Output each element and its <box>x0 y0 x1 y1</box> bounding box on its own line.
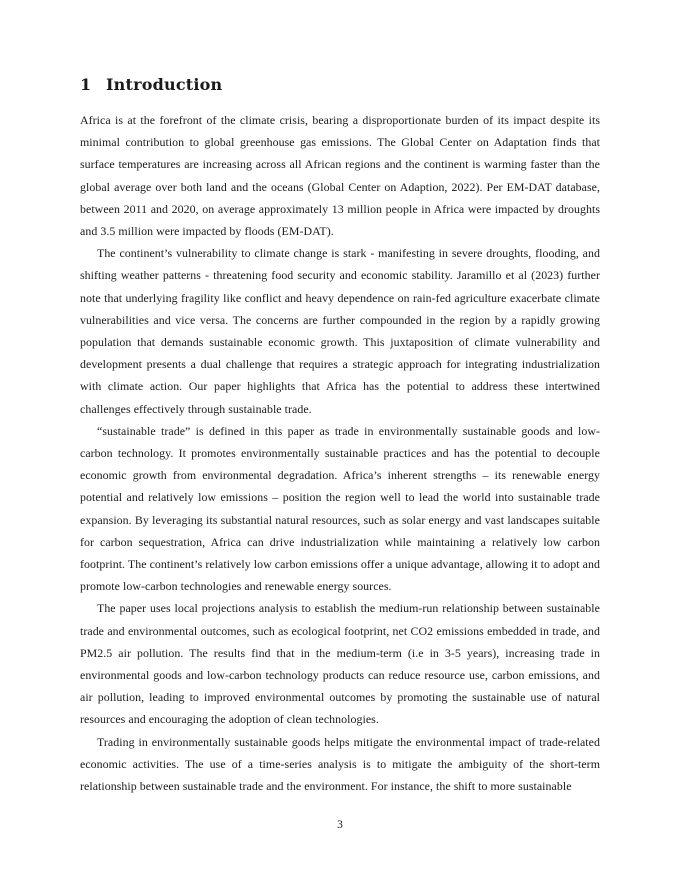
paragraph-2: The continent’s vulnerability to climate change is stark - manifesting in severe droughts, flooding, and shifting weather patterns - threatening food security and economic stability. Jaramillo et al (2023) further note that underlying fragility like conflict and heavy dependence on rain-fed agriculture exacerbate climate vulnerabilities and vice versa. The concerns are further compounded in the region by a rapidly growing population that demands sustainable economic growth. This juxtaposition of climate vulnerability and development presents a dual challenge that requires a strategic approach for integrating industrialization with climate action. Our paper highlights that Africa has the potential to address these intertwined challenges effectively through sustainable trade. <box>80 246 600 416</box>
section-heading <box>80 74 222 96</box>
paragraph-1: Africa is at the forefront of the climate crisis, bearing a disproportionate burden of its impact despite its minimal contribution to global greenhouse gas emissions. The Global Center on Adaptation finds that surface temperatures are increasing across all African regions and the continent is warming faster than the global average over both land and the oceans (Global Center on Adaption, 2022). Per EM-DAT database, between 2011 and 2020, on average approximately 13 million people in Africa were impacted by droughts and 3.5 million were impacted by floods (EM-DAT). <box>80 113 600 239</box>
body-text <box>80 109 600 797</box>
paragraph-4: The paper uses local projections analysis to establish the medium-run relationship between sustainable trade and environmental outcomes, such as ecological footprint, net CO2 emissions embedded in trade, and PM2.5 air pollution. The results find that in the medium-term (i.e in 3-5 years), increasing trade in environmental goods and low-carbon technology products can reduce resource use, carbon emissions, and air pollution, leading to improved environmental outcomes by promoting the sustainable use of natural resources and encouraging the adoption of clean technologies. <box>80 601 600 727</box>
page-number: 3 <box>337 819 343 831</box>
section-number: 1 <box>80 75 92 94</box>
section-title: Introduction <box>106 75 223 94</box>
paragraph-3: “sustainable trade” is defined in this paper as trade in environmentally sustainable goods and low-carbon technology. It promotes environmentally sustainable practices and has the potential to decouple economic growth from environmental degradation. Africa’s inherent strengths – its renewable energy potential and relatively low emissions – position the region well to lead the world into sustainable trade expansion. By leveraging its substantial natural resources, such as solar energy and vast landscapes suitable for carbon sequestration, Africa can drive industrialization while maintaining a relatively low carbon footprint. The continent’s relatively low carbon emissions offer a unique advantage, allowing it to adopt and promote low-carbon technologies and renewable energy sources. <box>80 423 600 594</box>
paragraph-5: Trading in environmentally sustainable goods helps mitigate the environmental impact of trade-related economic activities. The use of a time-series analysis is to mitigate the ambiguity of the short-term relationship between sustainable trade and the environment. For instance, the shift to more sustainable <box>80 734 600 794</box>
